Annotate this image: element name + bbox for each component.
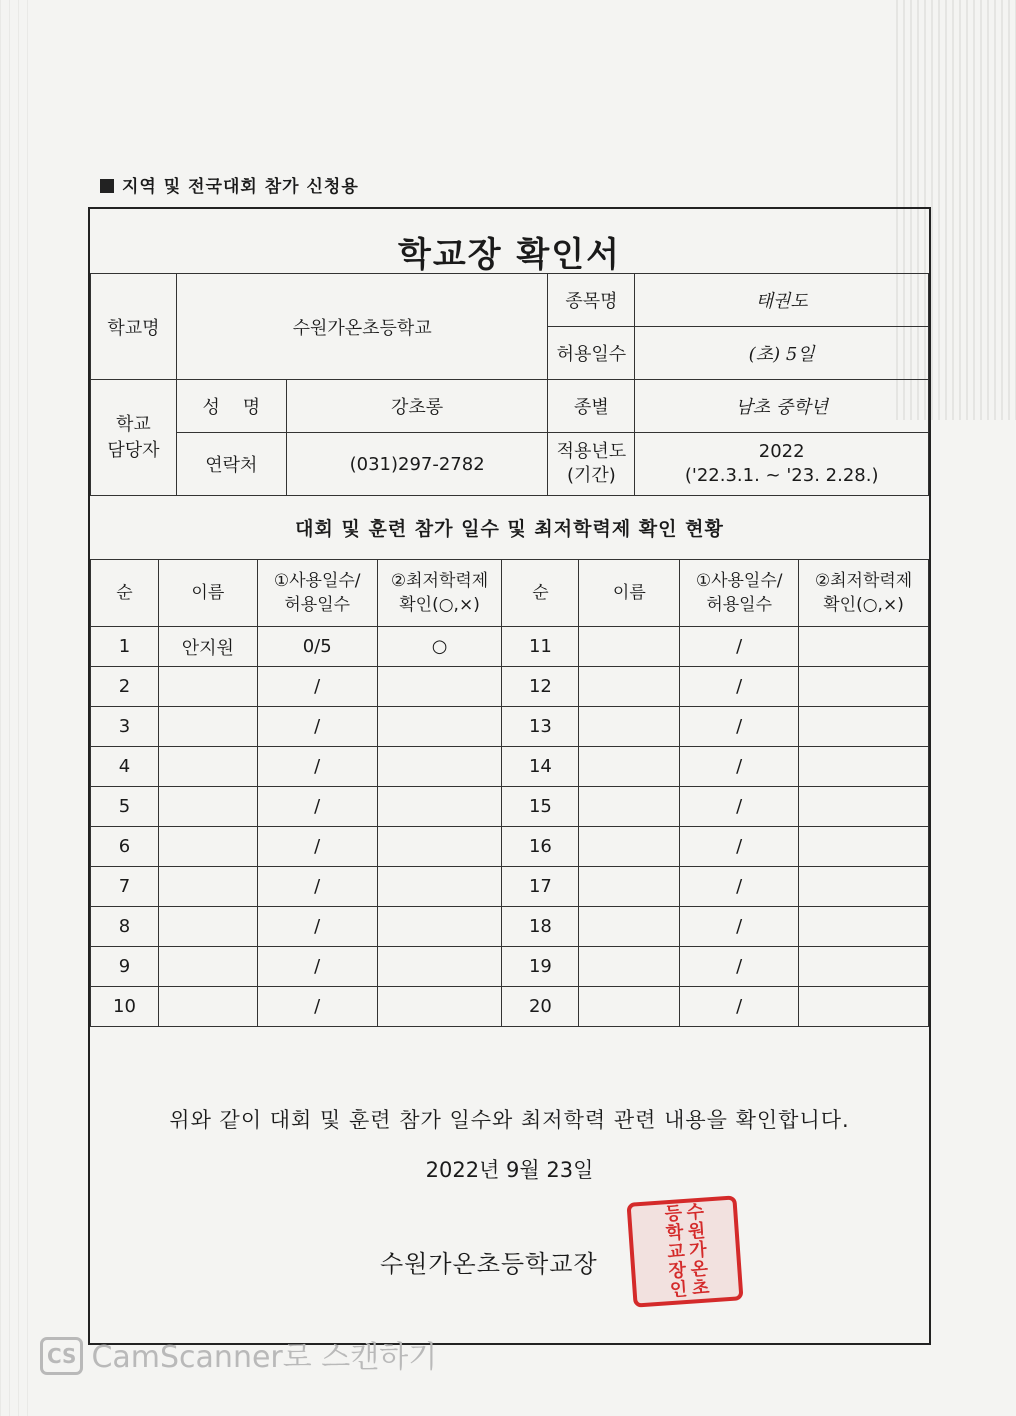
- header-no: 순: [91, 560, 159, 627]
- school-label: 학교명: [91, 274, 177, 380]
- cell-left-no: 1: [91, 627, 159, 667]
- cell-right-days: /: [680, 787, 799, 827]
- cell-left-days: /: [257, 987, 377, 1027]
- camscanner-watermark: [40, 1332, 437, 1376]
- cell-left-no: 8: [91, 907, 159, 947]
- table-row: [91, 867, 929, 907]
- cell-right-no: 17: [502, 867, 579, 907]
- cell-left-days: 0/5: [257, 627, 377, 667]
- cell-right-name: [579, 667, 680, 707]
- camscanner-logo-icon: CS: [40, 1337, 83, 1375]
- cell-right-check: [799, 627, 929, 667]
- sport-label: 종목명: [548, 274, 635, 327]
- sport-value: 태권도: [635, 274, 929, 327]
- cell-left-name: [158, 987, 257, 1027]
- cell-right-name: [579, 867, 680, 907]
- header-days-2: ①사용일수/ 허용일수: [680, 560, 799, 627]
- cell-right-name: [579, 747, 680, 787]
- cell-left-days: /: [257, 747, 377, 787]
- cell-left-days: /: [257, 907, 377, 947]
- cell-left-name: [158, 867, 257, 907]
- cell-left-no: 3: [91, 707, 159, 747]
- cell-left-no: 5: [91, 787, 159, 827]
- table-row: [91, 787, 929, 827]
- cell-left-name: 안지원: [158, 627, 257, 667]
- cell-left-check: [377, 667, 502, 707]
- cell-right-no: 15: [502, 787, 579, 827]
- principal-signature: 수원가온초등학교장: [380, 1250, 598, 1278]
- cell-left-days: /: [257, 827, 377, 867]
- name-label: 성 명: [176, 380, 286, 433]
- year-value: 2022: [758, 441, 805, 462]
- table-row: [91, 627, 929, 667]
- cell-right-days: /: [680, 827, 799, 867]
- header-no-2: 순: [502, 560, 579, 627]
- cell-right-name: [579, 987, 680, 1027]
- table-row: [91, 907, 929, 947]
- header-check-2: ②최저학력제 확인(○,×): [799, 560, 929, 627]
- cell-left-name: [158, 787, 257, 827]
- cell-right-no: 18: [502, 907, 579, 947]
- cell-right-check: [799, 667, 929, 707]
- phone-value: (031)297-2782: [286, 433, 548, 496]
- cell-left-days: /: [257, 947, 377, 987]
- year-label: 적용년도 (기간): [548, 433, 635, 496]
- confirm-date: 2022년 9월 23일: [425, 1158, 594, 1182]
- cell-right-name: [579, 907, 680, 947]
- table-row: [91, 987, 929, 1027]
- cell-left-no: 7: [91, 867, 159, 907]
- category-label: 종별: [548, 380, 635, 433]
- cell-right-check: [799, 867, 929, 907]
- cell-left-no: 2: [91, 667, 159, 707]
- cell-right-check: [799, 747, 929, 787]
- cell-left-name: [158, 667, 257, 707]
- cell-right-days: /: [680, 627, 799, 667]
- seal-text: 수원가온초등학교장인: [660, 1201, 711, 1300]
- header-label-text: 지역 및 전국대회 참가 신청용: [122, 177, 359, 197]
- cell-left-check: [377, 907, 502, 947]
- section-title: 대회 및 훈련 참가 일수 및 최저학력제 확인 현황: [295, 518, 724, 540]
- cell-right-check: [799, 707, 929, 747]
- cell-right-days: /: [680, 747, 799, 787]
- period-value: ('22.3.1. ~ '23. 2.28.): [684, 465, 879, 486]
- cell-right-name: [579, 827, 680, 867]
- cell-right-no: 12: [502, 667, 579, 707]
- cell-left-no: 6: [91, 827, 159, 867]
- allowed-days-label: 허용일수: [548, 327, 635, 380]
- cell-left-no: 10: [91, 987, 159, 1027]
- phone-label: 연락처: [176, 433, 286, 496]
- header-name: 이름: [158, 560, 257, 627]
- cell-left-name: [158, 747, 257, 787]
- cell-left-check: ○: [377, 627, 502, 667]
- cell-right-no: 16: [502, 827, 579, 867]
- cell-left-check: [377, 827, 502, 867]
- cell-left-name: [158, 827, 257, 867]
- confirm-text: 위와 같이 대회 및 훈련 참가 일수와 최저학력 관련 내용을 확인합니다.: [169, 1108, 850, 1132]
- cell-right-no: 14: [502, 747, 579, 787]
- cell-right-no: 20: [502, 987, 579, 1027]
- watermark-text: CamScanner로 스캔하기: [91, 1340, 438, 1375]
- info-table: [90, 273, 929, 496]
- cell-left-check: [377, 707, 502, 747]
- cell-right-days: /: [680, 907, 799, 947]
- header-name-2: 이름: [579, 560, 680, 627]
- cell-left-days: /: [257, 787, 377, 827]
- table-header-row: [91, 560, 929, 627]
- cell-left-name: [158, 907, 257, 947]
- cell-right-name: [579, 627, 680, 667]
- school-value: 수원가온초등학교: [176, 274, 548, 380]
- certificate-frame: [88, 207, 931, 1345]
- cell-right-check: [799, 987, 929, 1027]
- table-row: [91, 707, 929, 747]
- cell-right-check: [799, 947, 929, 987]
- cell-right-days: /: [680, 947, 799, 987]
- cell-left-days: /: [257, 707, 377, 747]
- allowed-days-value: (초) 5일: [635, 327, 929, 380]
- cell-right-check: [799, 787, 929, 827]
- name-value: 강초롱: [286, 380, 548, 433]
- cell-right-days: /: [680, 707, 799, 747]
- header-days: ①사용일수/ 허용일수: [257, 560, 377, 627]
- cell-right-days: /: [680, 667, 799, 707]
- table-row: [91, 947, 929, 987]
- cell-left-name: [158, 947, 257, 987]
- page-title: 학교장 확인서: [398, 235, 621, 275]
- cell-left-no: 9: [91, 947, 159, 987]
- year-cell: [635, 433, 929, 496]
- scan-noise-left: [0, 0, 30, 1416]
- cell-left-check: [377, 867, 502, 907]
- cell-left-days: /: [257, 867, 377, 907]
- square-bullet-icon: [100, 179, 114, 193]
- cell-right-days: /: [680, 867, 799, 907]
- header-label: [100, 172, 359, 197]
- table-row: [91, 747, 929, 787]
- cell-right-no: 19: [502, 947, 579, 987]
- header-check: ②최저학력제 확인(○,×): [377, 560, 502, 627]
- table-row: [91, 827, 929, 867]
- contact-person-label: 학교 담당자: [91, 380, 177, 496]
- cell-left-name: [158, 707, 257, 747]
- participation-table: [90, 559, 929, 1027]
- cell-left-no: 4: [91, 747, 159, 787]
- category-value: 남초 중학년: [635, 380, 929, 433]
- cell-right-days: /: [680, 987, 799, 1027]
- table-row: [91, 667, 929, 707]
- cell-left-check: [377, 747, 502, 787]
- cell-right-no: 13: [502, 707, 579, 747]
- cell-right-check: [799, 907, 929, 947]
- cell-right-name: [579, 707, 680, 747]
- cell-left-check: [377, 787, 502, 827]
- cell-left-check: [377, 947, 502, 987]
- cell-left-days: /: [257, 667, 377, 707]
- cell-right-check: [799, 827, 929, 867]
- official-seal: [626, 1195, 743, 1307]
- cell-right-name: [579, 787, 680, 827]
- cell-right-no: 11: [502, 627, 579, 667]
- cell-right-name: [579, 947, 680, 987]
- cell-left-check: [377, 987, 502, 1027]
